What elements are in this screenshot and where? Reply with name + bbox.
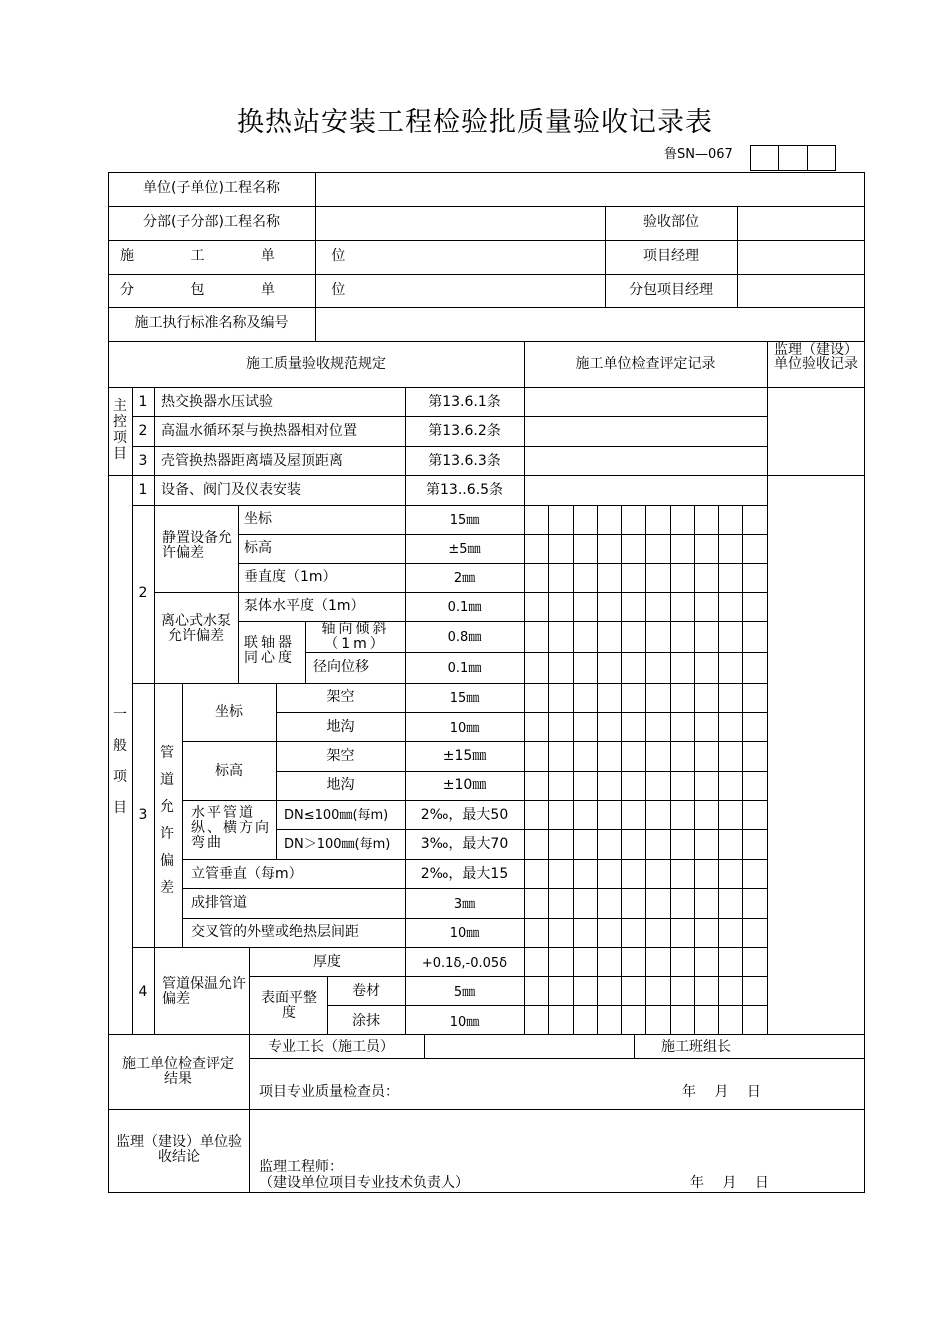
row-value: 2㎜ <box>453 571 476 586</box>
row-value: 15㎜ <box>449 513 480 528</box>
project-manager-field[interactable] <box>738 241 863 274</box>
row-item: 径向位移 <box>313 659 369 675</box>
subcontract-manager-field[interactable] <box>738 275 863 307</box>
bend-label: 水平管道纵、横方向弯曲 <box>191 805 271 851</box>
unit-project-label: 单位(子单位)工程名称 <box>143 180 280 196</box>
form-code: 鲁SN—067 <box>664 147 733 162</box>
dn-small-label: DN≤100㎜(每m) <box>284 808 389 823</box>
row-value: 10㎜ <box>449 926 480 941</box>
row-value: 0.1㎜ <box>447 600 482 615</box>
insulation-label: 管道保温允许偏差 <box>162 976 246 1007</box>
row-value: 3㎜ <box>453 897 476 912</box>
main-item-clause: 第13.6.3条 <box>428 453 501 469</box>
spec-column-header: 施工质量验收规范规定 <box>246 356 386 372</box>
group-no: 2 <box>138 585 148 601</box>
coordinate-label: 坐标 <box>215 704 243 720</box>
coupling-label: 联轴器同心度 <box>244 635 295 666</box>
general-item-name: 设备、阀门及仪表安装 <box>161 482 301 498</box>
row-item: 泵体水平度（1m） <box>244 598 365 614</box>
row-value: 2‰，最大15 <box>420 866 509 882</box>
supervisor-column-header: 监理（建设）单位验收记录 <box>774 342 858 372</box>
row-value: 0.1㎜ <box>447 661 482 676</box>
roll-label: 卷材 <box>352 983 380 999</box>
row-value: ±5㎜ <box>448 542 481 557</box>
flatness-label: 表面平整度 <box>261 990 317 1021</box>
trench-label: 地沟 <box>326 777 355 793</box>
team-leader-label: 施工班组长 <box>661 1039 731 1055</box>
main-item-name: 高温水循环泵与换热器相对位置 <box>161 423 357 439</box>
subcontract-unit-label: 分 包 单 位 <box>120 282 372 298</box>
dn-large-label: DN＞100㎜(每m) <box>284 837 391 852</box>
row-value: ±10㎜ <box>442 777 487 793</box>
check-record-column-header: 施工单位检查评定记录 <box>575 356 716 372</box>
standard-label: 施工执行标准名称及编号 <box>134 315 289 331</box>
row-value: 2‰，最大50 <box>420 807 509 823</box>
row-value: 15㎜ <box>449 691 480 706</box>
row-item: 垂直度（1m） <box>244 569 337 585</box>
supervisor-engineer-label: 监理工程师： <box>259 1159 343 1175</box>
trench-label: 地沟 <box>326 719 355 735</box>
inspector-label: 项目专业质量检查员： <box>259 1084 399 1100</box>
sub-project-field[interactable] <box>316 207 604 240</box>
main-items-label: 主控项目 <box>113 398 127 462</box>
static-equipment-label: 静置设备允许偏差 <box>162 530 232 561</box>
main-item-name: 壳管换热器距离墙及屋顶距离 <box>161 453 343 469</box>
main-item-name: 热交换器水压试验 <box>161 394 273 410</box>
row-value: 5㎜ <box>453 985 476 1000</box>
general-item-no: 1 <box>138 482 148 498</box>
construction-result-label: 施工单位检查评定结果 <box>122 1056 234 1087</box>
main-item-no: 3 <box>138 453 148 469</box>
main-item-clause: 第13.6.2条 <box>428 423 501 439</box>
sub-project-label: 分部(子分部)工程名称 <box>143 214 280 230</box>
row-value: 10㎜ <box>449 1015 480 1030</box>
foreman-label: 专业工长（施工员） <box>268 1039 394 1055</box>
row-value: ±15㎜ <box>442 748 487 764</box>
general-items-label: 一般项目 <box>113 707 127 816</box>
pump-label: 离心式水泵允许偏差 <box>161 613 231 644</box>
row-pipes-label: 成排管道 <box>191 895 247 911</box>
row-item: 坐标 <box>244 511 272 527</box>
row-item: 轴向倾斜（1m） <box>321 621 390 652</box>
unit-project-field[interactable] <box>316 173 863 206</box>
supervisor-conclusion-label: 监理（建设）单位验收结论 <box>116 1134 242 1165</box>
elevation-label: 标高 <box>215 763 243 779</box>
main-item-no: 2 <box>138 423 148 439</box>
subcontract-manager-label: 分包项目经理 <box>629 282 713 298</box>
standard-field[interactable] <box>316 308 863 341</box>
subcontract-unit-field[interactable] <box>316 275 604 307</box>
main-item-no: 1 <box>138 394 148 410</box>
main-item-clause: 第13.6.1条 <box>428 394 501 410</box>
construction-unit-label: 施 工 单 位 <box>120 248 372 264</box>
owner-rep-label: （建设单位项目专业技术负责人） <box>259 1175 469 1191</box>
pipe-deviation-label: 管道允许偏差 <box>160 745 174 896</box>
overhead-label: 架空 <box>326 748 355 764</box>
acceptance-part-label: 验收部位 <box>643 214 699 230</box>
row-value: +0.1δ,-0.05δ <box>421 956 508 971</box>
construction-unit-field[interactable] <box>316 241 604 274</box>
row-value: 3‰，最大70 <box>420 836 509 852</box>
date-label: 年 月 日 <box>682 1084 761 1100</box>
cross-pipes-label: 交叉管的外壁或绝热层间距 <box>191 924 359 940</box>
row-value: 0.8㎜ <box>447 630 482 645</box>
group-no: 3 <box>138 807 148 823</box>
general-item-clause: 第13..6.5条 <box>426 482 503 498</box>
row-item: 标高 <box>244 540 272 556</box>
date-label: 年 月 日 <box>690 1175 769 1191</box>
vertical-pipe-label: 立管垂直（每m） <box>191 866 303 882</box>
paint-label: 涂抹 <box>352 1013 380 1029</box>
page-title: 换热站安装工程检验批质量验收记录表 <box>237 107 713 138</box>
acceptance-part-field[interactable] <box>738 207 863 240</box>
thickness-label: 厚度 <box>313 954 341 970</box>
project-manager-label: 项目经理 <box>643 248 699 264</box>
group-no: 4 <box>138 984 148 1000</box>
overhead-label: 架空 <box>326 689 355 705</box>
row-value: 10㎜ <box>449 721 480 736</box>
